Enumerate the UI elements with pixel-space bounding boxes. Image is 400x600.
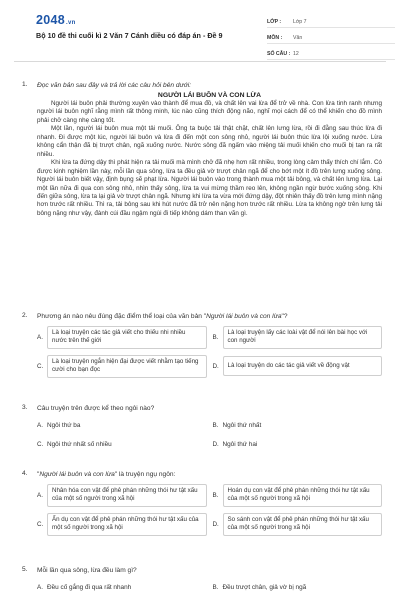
question-1 [22, 81, 382, 218]
option-a[interactable]: A. Đều cố gắng đi qua rất nhanh [37, 584, 132, 591]
question-number: 3. [22, 404, 28, 411]
passage-paragraph-3: Khi lừa ta đứng dậy thì phát hiện ra tải muối mà mình chở đã nhẹ hơn rất nhiều, trong lòng cảm thấy thích chí lắm. Có được kinh nghiệm lần này, mỗi lần qua sông, lừa ta đều giả vờ trượt chân ngã để cho bớt một ít đồ trên lưng xuống sông. Người lái buôn biết vậy, định bụng sẽ phạt lừa. Người lái buôn vào trong thành mua một tải bông, và chất lên lưng lừa. Lại một lần nữa đi qua con sông nhỏ, nhìn thấy sông, lừa ta vui mừng thầm reo lên, không ngần ngừ bước xuống sông. Khi đến giữa sông, lừa ta lại giả vờ trượt chân ngã. Nhưng khi lừa ta vừa mới đứng dậy, đột nhiên thấy đồ trên lưng mình nặng hơn trước rất nhiều. Thì ra, tải bông sau khi hút nước đã trở nên nặng hơn trước rất nhiều. Lừa ta không ngờ trên lưng tải bông nặng như vậy, đành cúi đầu ngậm ngùi đi tiếp không dám than vãn gì. [37, 159, 382, 217]
option-d[interactable]: D. So sánh con vật để phê phán những thói hư tật xấu của một số người trong xã hội [213, 513, 383, 536]
meta-count-row [267, 46, 395, 60]
answer-options [37, 484, 382, 536]
question-2 [22, 312, 382, 378]
question-number: 5. [22, 566, 28, 573]
question-3 [22, 404, 382, 448]
meta-class-row [267, 14, 395, 28]
question-prompt: Mỗi lần qua sông, lừa đều làm gì? [37, 567, 137, 574]
meta-label: LỚP : [267, 19, 282, 25]
option-a[interactable]: A. Ngôi thứ ba [37, 422, 81, 429]
option-b[interactable]: B. Là loại truyện lấy các loài vật để nói lên bài học với con người [213, 326, 383, 349]
meta-value: Lớp 7 [293, 19, 307, 25]
answer-options [37, 326, 382, 378]
question-prompt: Phương án nào nêu đúng đặc điểm thể loại của văn bản "Người lái buôn và con lừa"? [37, 313, 288, 320]
option-d[interactable]: D. Ngôi thứ hai [212, 441, 258, 448]
site-logo[interactable]: 2048.vn [36, 13, 76, 27]
option-b[interactable]: B. Đều trượt chân, giả vờ bị ngã [212, 584, 307, 591]
document-title: Bộ 10 đề thi cuối kì 2 Văn 7 Cánh diều có đáp án - Đề 9 [36, 31, 223, 40]
option-a[interactable]: A. Nhân hóa con vật để phê phán những thói hư tật xấu của một số người trong xã hội [37, 484, 207, 507]
meta-subject-row [267, 30, 395, 44]
question-number: 4. [22, 470, 28, 477]
option-b[interactable]: B. Ngôi thứ nhất [212, 422, 262, 429]
question-number: 1. [22, 81, 28, 88]
meta-label: MÔN : [267, 35, 283, 41]
passage-paragraph-2: Một lần, người lái buôn mua một tải muối. Ông ta buộc tải thật chặt, chất lên lưng lừa, rồi đi đằng sau thúc lừa đi nhanh. Đi được một lúc, người lái buôn và lừa đi đến một con sông nhỏ, người lái buôn thúc lừa lội xuống nước. Lừa không cẩn thận đã bị trượt chân, ngã xuống nước. Nước sông đã ngấm vào miệng tải muối khiến cho muối bị tan ra rất nhiều. [37, 125, 382, 158]
question-5 [22, 566, 382, 591]
option-d[interactable]: D. Là loại truyện do các tác giả viết về động vật [213, 355, 383, 378]
option-c[interactable]: C. Ngôi thứ nhất số nhiều [37, 441, 112, 448]
meta-value: 12 [293, 51, 299, 57]
option-a[interactable]: A. Là loại truyện các tác giả viết cho thiếu nhi nhiều nước trên thế giới [37, 326, 207, 349]
option-c[interactable]: C. Ẩn dụ con vật để phê phán những thói hư tật xấu của một số người trong xã hội [37, 513, 207, 536]
question-prompt: Câu truyện trên được kể theo ngôi nào? [37, 405, 155, 412]
answer-options [37, 422, 382, 448]
question-4 [22, 470, 382, 536]
question-prompt: Đọc văn bản sau đây và trả lời các câu hỏi bên dưới: [37, 82, 192, 89]
question-prompt: "Người lái buôn và con lừa" là truyện ngụ ngôn: [37, 471, 176, 478]
page-header [14, 0, 386, 62]
exam-meta [267, 14, 395, 62]
passage-paragraph-1: Người lái buôn phải thường xuyên vào thành để mua đồ, và chất lên vai lừa để trở về nhà. Con lừa tinh ranh nhưng người lái buôn nghĩ rằng mình rất thông minh, lúc nào cũng thích động não, nghĩ mọi cách để có thể khiến cho đồ mình phải chở càng nhẹ càng tốt. [37, 100, 382, 124]
option-c[interactable]: C. Là loại truyện ngắn hiện đại được viết nhằm tạo tiếng cười cho bạn đọc [37, 355, 207, 378]
passage-title: NGƯỜI LÁI BUÔN VÀ CON LỪA [157, 92, 262, 99]
question-number: 2. [22, 312, 28, 319]
option-b[interactable]: B. Hoán dụ con vật để phê phán những thói hư tật xấu của một số người trong xã hội [213, 484, 383, 507]
answer-options [37, 584, 382, 591]
meta-value: Văn [293, 35, 303, 41]
meta-label: SỐ CÂU : [267, 51, 291, 57]
